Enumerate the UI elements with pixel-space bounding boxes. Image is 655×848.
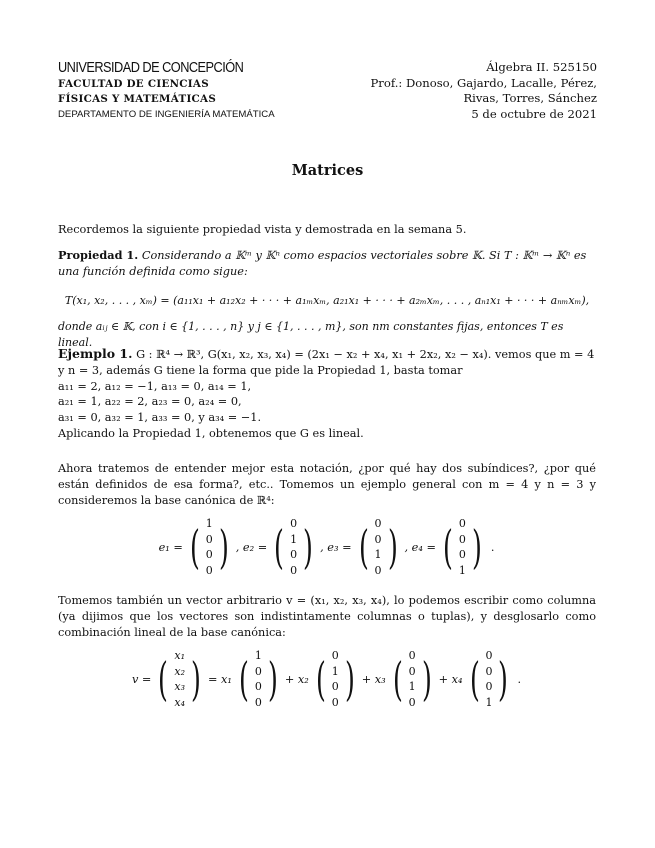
e2-entry-1: 0 [290, 517, 298, 530]
faculty-line-1: FACULTAD DE CIENCIAS [58, 78, 209, 90]
course-name: Álgebra II. 525150 [486, 60, 597, 74]
v-entry-1: x₁ [174, 649, 185, 662]
e1-entry-1: 1 [205, 517, 213, 530]
intro-paragraph: Recordemos la siguiente propiedad vista y demostrada en la semana 5. [58, 223, 467, 236]
e4-entry-1: 0 [458, 517, 466, 530]
combo-e3-entry-1: 0 [408, 649, 416, 662]
combo-e3-entry-4: 0 [408, 695, 416, 709]
e4-entry-2: 0 [458, 532, 466, 546]
combo-e3-entry-2: 0 [408, 664, 416, 678]
university-name: UNIVERSIDAD DE CONCEPCIÓN [58, 60, 244, 76]
professors-line-2: Rivas, Torres, Sánchez [463, 91, 597, 105]
example-line-3: a₁₁ = 2, a₁₂ = −1, a₁₃ = 0, a₁₄ = 1, [58, 379, 252, 393]
header-left [58, 60, 358, 122]
e1-vector: ( 1 0 0 0 ) [189, 517, 229, 577]
property-label: Propiedad 1. [58, 248, 139, 262]
e3-entry-3: 1 [374, 548, 382, 561]
vector-paragraph: Tomemos también un vector arbitrario v = (x₁, x₂, x₃, x₄), lo podemos escribir como columna (ya dijimos que los vectores son indistintamente columnas o tuplas), y desglosarlo como combinación lineal de la base canónica: [58, 594, 596, 639]
combo-e1-entry-3: 0 [254, 680, 262, 693]
combo-end: . [517, 672, 522, 686]
e4-entry-4: 1 [458, 563, 466, 577]
v-label: v = [131, 672, 152, 686]
e2-entry-3: 0 [290, 548, 298, 561]
example-block [58, 346, 596, 442]
combo-e2-entry-1: 0 [331, 649, 339, 662]
e3-entry-2: 0 [374, 532, 382, 546]
combo-e1: ( 1 0 0 0 ) [238, 649, 278, 709]
e3-label: , e₃ = [320, 540, 352, 554]
professors-line-1: Prof.: Donoso, Gajardo, Lacalle, Pérez, [370, 75, 597, 90]
combo-e3-entry-3: 1 [408, 680, 416, 693]
notation-paragraph: Ahora tratemos de entender mejor esta notación, ¿por qué hay dos subíndices?, ¿por qué están definidos de esa forma?, etc.. Tomemos un ejemplo general con m = 4 y n = 3 y consideremos la base canónica de ℝ⁴: [58, 462, 596, 507]
combo-e4: ( 0 0 0 1 ) [469, 649, 509, 709]
header-right [337, 60, 597, 122]
example-line-1: G : ℝ⁴ → ℝ³, G(x₁, x₂, x₃, x₄) = (2x₁ − x₂ + x₄, x₁ + 2x₂, x₂ − x₄). vemos que m = 4 [136, 348, 595, 361]
e1-entry-3: 0 [205, 548, 213, 561]
combo-plus-2: + x₂ [284, 672, 309, 686]
combo-e4-entry-1: 0 [485, 649, 493, 662]
combo-e4-entry-2: 0 [485, 664, 493, 678]
combo-e2-entry-3: 0 [331, 680, 339, 693]
e3-entry-1: 0 [374, 517, 382, 530]
linear-combination-row [0, 648, 655, 710]
page-title: Matrices [291, 162, 364, 179]
example-line-5: a₃₁ = 0, a₃₂ = 1, a₃₃ = 0, y a₃₄ = −1. [58, 411, 262, 425]
combo-e2-entry-2: 1 [331, 664, 339, 678]
property-block [58, 248, 596, 280]
e3-entry-4: 0 [374, 563, 382, 577]
property-formula: T(x₁, x₂, . . . , xₘ) = (a₁₁x₁ + a₁₂x₂ + · · · + a₁ₘxₘ, a₂₁x₁ + · · · + a₂ₘxₘ, . . . , aₙ₁x₁ + · · · + aₙₘxₘ), [64, 294, 590, 307]
combo-e2-entry-4: 0 [331, 695, 339, 709]
e1-label: e₁ = [158, 540, 183, 554]
example-label: Ejemplo 1. [58, 346, 133, 361]
e3-vector: ( 0 0 1 0 ) [358, 517, 398, 577]
v-entry-2: x₂ [174, 664, 185, 678]
example-line-6: Aplicando la Propiedad 1, obtenemos que G es lineal. [58, 426, 364, 440]
combo-e1-entry-2: 0 [254, 664, 262, 678]
v-entry-4: x₄ [174, 695, 185, 709]
e2-entry-4: 0 [290, 563, 298, 577]
v-vector: ( x₁ x₂ x₃ x₄ ) [158, 649, 201, 709]
combo-e4-entry-4: 1 [485, 695, 493, 709]
faculty-line-2: FÍSICAS Y MATEMÁTICAS [58, 93, 217, 105]
e2-vector: ( 0 1 0 0 ) [274, 517, 314, 577]
combo-e3: ( 0 0 1 0 ) [392, 649, 432, 709]
v-entry-3: x₃ [174, 680, 185, 693]
department-name: DEPARTAMENTO DE INGENIERÍA MATEMÁTICA [58, 109, 275, 120]
example-line-4: a₂₁ = 1, a₂₂ = 2, a₂₃ = 0, a₂₄ = 0, [58, 395, 242, 409]
canonical-basis-row [0, 516, 655, 578]
e4-entry-3: 0 [458, 548, 466, 561]
e2-entry-2: 1 [290, 532, 298, 546]
property-conclusion: donde aᵢⱼ ∈ 𝕂, con i ∈ {1, . . . , n} y j ∈ {1, . . . , m}, son nm constantes fijas, entonces T es lineal. [58, 320, 564, 349]
e2-label: , e₂ = [235, 540, 268, 554]
property-text: Considerando a 𝕂ᵐ y 𝕂ⁿ como espacios vectoriales sobre 𝕂. Si T : 𝕂ᵐ → 𝕂ⁿ es una función definida como sigue: [58, 249, 587, 278]
combo-e2: ( 0 1 0 0 ) [315, 649, 355, 709]
e1-entry-4: 0 [205, 563, 213, 577]
combo-plus-3: + x₃ [361, 672, 386, 686]
combo-plus-4: + x₄ [438, 672, 463, 686]
e1-entry-2: 0 [205, 532, 213, 546]
basis-end: . [490, 540, 495, 554]
e4-vector: ( 0 0 0 1 ) [442, 517, 482, 577]
e4-label: , e₄ = [404, 540, 436, 554]
combo-e1-entry-1: 1 [254, 649, 262, 662]
combo-eq: = x₁ [207, 672, 232, 686]
document-date: 5 de octubre de 2021 [471, 106, 597, 121]
example-line-2: y n = 3, además G tiene la forma que pide la Propiedad 1, basta tomar [58, 363, 463, 377]
combo-e1-entry-4: 0 [254, 695, 262, 709]
combo-e4-entry-3: 0 [485, 680, 493, 693]
